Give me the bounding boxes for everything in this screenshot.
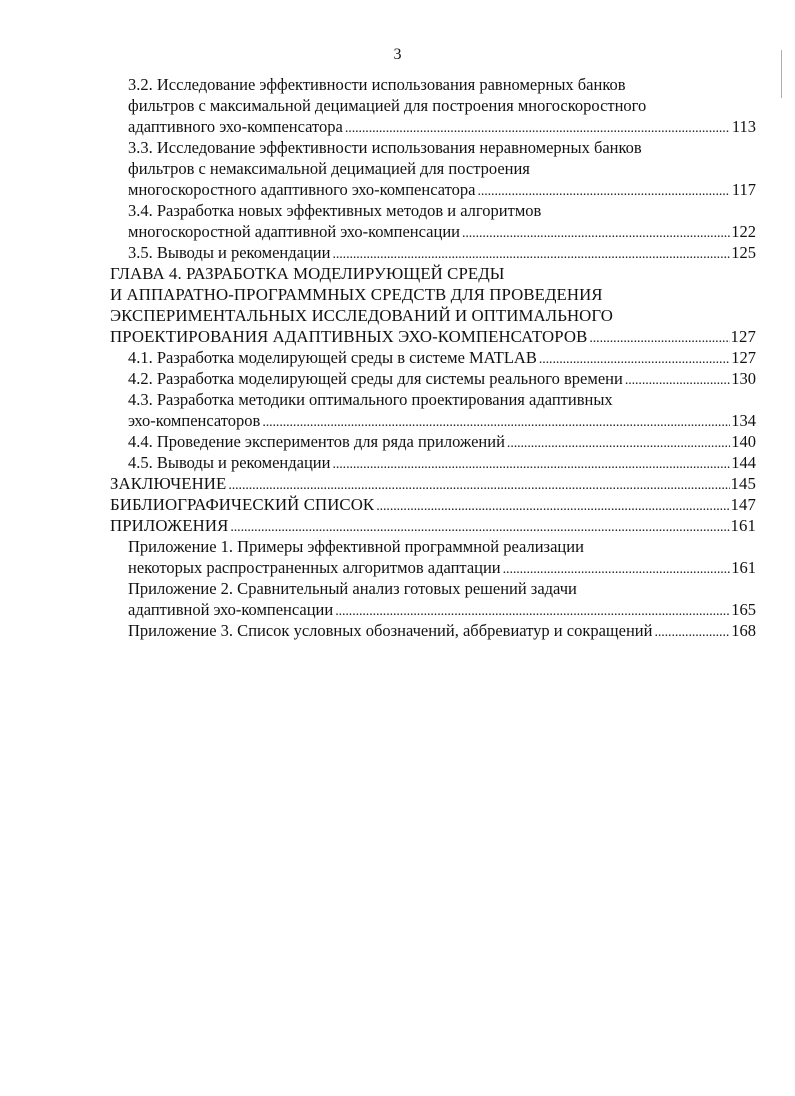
toc-leader-dots: [652, 622, 730, 643]
toc-page-number: 130: [731, 369, 756, 388]
toc-line: [128, 599, 756, 620]
toc-entry: [0, 431, 795, 452]
toc-page-number: 127: [730, 327, 756, 346]
toc-page-number: 140: [731, 432, 756, 451]
toc-entry: [0, 515, 795, 536]
toc-entry: [0, 242, 795, 263]
toc-entry-title: некоторых распространенных алгоритмов адаптации: [128, 558, 501, 577]
toc-entry: [0, 263, 795, 347]
toc-entry-title: ПРИЛОЖЕНИЯ: [110, 516, 229, 535]
toc-line: [128, 452, 756, 473]
toc-entry: [0, 368, 795, 389]
toc-entry-title: 4.1. Разработка моделирующей среды в системе MATLAB: [128, 348, 537, 367]
toc-leader-dots: [587, 328, 730, 349]
toc-leader-dots: [475, 181, 730, 202]
toc-entry-title: Приложение 2. Сравнительный анализ готовых решений задачи: [128, 579, 577, 598]
toc-entry-title: 3.2. Исследование эффективности использования равномерных банков: [128, 75, 626, 94]
toc-entry: [0, 347, 795, 368]
toc-entry-title: 3.5. Выводы и рекомендации: [128, 243, 331, 262]
toc-leader-dots: [343, 118, 730, 139]
toc-line: [128, 368, 756, 389]
toc-entry-title: Приложение 1. Примеры эффективной программной реализации: [128, 537, 584, 556]
toc-entry-title: ЗАКЛЮЧЕНИЕ: [110, 474, 227, 493]
toc-entry-title: 3.4. Разработка новых эффективных методов и алгоритмов: [128, 201, 542, 220]
toc-leader-dots: [228, 517, 730, 538]
toc-entry-title: многоскоростного адаптивного эхо-компенсатора: [128, 180, 476, 199]
toc-line: [128, 242, 756, 263]
toc-entry-title: адаптивного эхо-компенсатора: [128, 117, 343, 136]
toc-entry-title: фильтров с максимальной децимацией для построения многоскоростного: [128, 96, 647, 115]
toc-entry-title: БИБЛИОГРАФИЧЕСКИЙ СПИСОК: [110, 495, 375, 514]
toc-entry-title: ГЛАВА 4. РАЗРАБОТКА МОДЕЛИРУЮЩЕЙ СРЕДЫ: [110, 264, 505, 283]
toc-page-number: 113: [731, 117, 756, 136]
toc-page-number: 125: [731, 243, 756, 262]
toc-entry-title: ПРОЕКТИРОВАНИЯ АДАПТИВНЫХ ЭХО-КОМПЕНСАТОРОВ: [110, 327, 588, 346]
toc-leader-dots: [374, 496, 730, 517]
toc-entry-title: Приложение 3. Список условных обозначений, аббревиатур и сокращений: [128, 621, 653, 640]
toc-leader-dots: [623, 370, 730, 391]
toc-page-number: 161: [731, 558, 756, 577]
toc-line: [128, 410, 756, 431]
toc-page-number: 168: [731, 621, 756, 640]
toc-line: [128, 221, 756, 242]
toc-line: [128, 116, 756, 137]
toc-entry-title: многоскоростной адаптивной эхо-компенсации: [128, 222, 460, 241]
toc-entry-title: И АППАРАТНО-ПРОГРАММНЫХ СРЕДСТВ ДЛЯ ПРОВЕДЕНИЯ: [110, 285, 603, 304]
toc-entry: [0, 200, 795, 242]
toc-line: [128, 179, 756, 200]
toc-leader-dots: [260, 412, 730, 433]
toc-leader-dots: [537, 349, 730, 370]
toc-entry: [0, 452, 795, 473]
toc-entry-title: адаптивной эхо-компенсации: [128, 600, 334, 619]
toc-page-number: 144: [731, 453, 756, 472]
toc-page-number: 117: [731, 180, 756, 199]
toc-leader-dots: [226, 475, 730, 496]
toc-page-number: 147: [730, 495, 756, 514]
toc-line: [110, 473, 756, 494]
toc-entry-title: фильтров с немаксимальной децимацией для построения: [128, 159, 530, 178]
toc-entry-title: 4.4. Проведение экспериментов для ряда приложений: [128, 432, 505, 451]
toc-page-number: 122: [731, 222, 756, 241]
toc-line: [128, 620, 756, 641]
toc-entry: [0, 389, 795, 431]
toc-page-number: 161: [730, 516, 756, 535]
toc-page-number: 127: [731, 348, 756, 367]
toc-entry-title: ЭКСПЕРИМЕНТАЛЬНЫХ ИССЛЕДОВАНИЙ И ОПТИМАЛЬНОГО: [110, 306, 613, 325]
toc-entry: [0, 473, 795, 494]
toc-entry: [0, 620, 795, 641]
toc-line: [110, 515, 756, 536]
toc-line: [128, 347, 756, 368]
toc-leader-dots: [460, 223, 730, 244]
toc-entry-title: 4.2. Разработка моделирующей среды для системы реального времени: [128, 369, 623, 388]
toc-entry-title: эхо-компенсаторов: [128, 411, 261, 430]
toc-leader-dots: [330, 454, 730, 475]
toc-page-number: 134: [731, 411, 756, 430]
toc-leader-dots: [501, 559, 730, 580]
toc-entry-title: 4.5. Выводы и рекомендации: [128, 453, 331, 472]
toc-leader-dots: [505, 433, 730, 454]
toc-line: [110, 494, 756, 515]
toc-entry-title: 4.3. Разработка методики оптимального проектирования адаптивных: [128, 390, 613, 409]
toc-entry: [0, 74, 795, 137]
toc-page-number: 145: [730, 474, 756, 493]
toc-line: [128, 431, 756, 452]
toc-line: [128, 557, 756, 578]
toc-line: [110, 326, 756, 347]
toc-entry: [0, 494, 795, 515]
toc-entry: [0, 578, 795, 620]
table-of-contents: [0, 74, 795, 641]
toc-page-number: 165: [731, 600, 756, 619]
toc-leader-dots: [330, 244, 730, 265]
page-number: 3: [393, 46, 402, 63]
toc-entry-title: 3.3. Исследование эффективности использования неравномерных банков: [128, 138, 642, 157]
toc-entry: [0, 536, 795, 578]
toc-leader-dots: [333, 601, 730, 622]
toc-entry: [0, 137, 795, 200]
